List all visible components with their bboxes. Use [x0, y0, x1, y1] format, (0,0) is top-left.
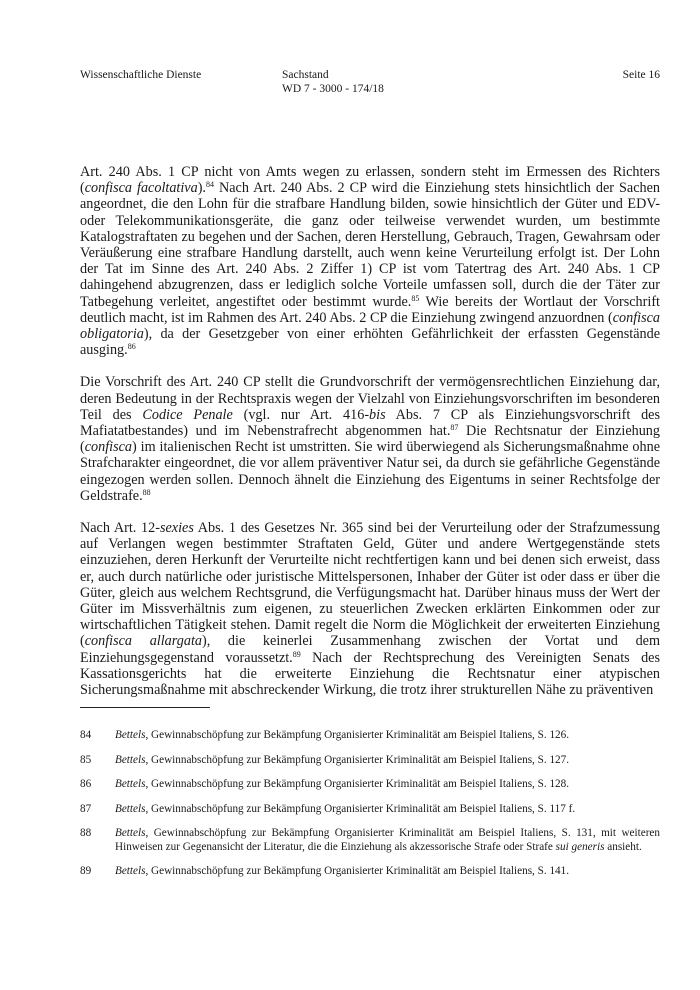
footnote-author: Bettels	[115, 778, 146, 790]
footnote-separator	[80, 707, 210, 708]
footnote-number: 89	[80, 865, 92, 877]
footnote-text	[115, 803, 660, 817]
footnote-ref[interactable]: 89	[292, 649, 301, 659]
footnote-ref[interactable]: 84	[205, 180, 214, 190]
italic-term: confisca	[84, 439, 133, 456]
footnote-author: Bettels	[115, 865, 146, 877]
text-run: Nach der Rechtsprechung des Vereinigten Senats des Kassationsgerichts hat die erweiterte Einziehung die Rechtsnatur einer atypischen Sicherungsmaßnahme mit abschreckender Wirkung, die trotz ihrer strukturellen Nähe zu präventiven	[80, 649, 660, 699]
footnote-author: Bettels	[115, 802, 146, 815]
footnote-text	[115, 754, 660, 768]
italic-term: confisca allargata	[84, 633, 202, 650]
text-run: Die Rechtsnatur der Einziehung (	[80, 423, 660, 456]
text-run: (vgl. nur Art. 416-	[232, 406, 370, 423]
main-body	[80, 164, 660, 714]
footnote-author: Bettels	[115, 827, 146, 839]
header-page-number: Seite 16	[622, 69, 660, 81]
footnotes	[80, 729, 660, 890]
footnote-ref[interactable]: 88	[142, 487, 151, 497]
footnote-89	[80, 865, 660, 879]
paragraph-3	[80, 520, 660, 698]
footnote-84	[80, 729, 660, 743]
header-institution: Wissenschaftliche Dienste	[80, 69, 202, 81]
header-document-number: WD 7 - 3000 - 174/18	[282, 83, 384, 95]
footnote-number: 86	[80, 778, 92, 790]
footnote-text	[115, 865, 660, 879]
text-run: ).	[197, 180, 206, 197]
footnote-86	[80, 778, 660, 792]
footnote-number: 88	[80, 827, 92, 839]
footnote-citation: , Gewinnabschöpfung zur Bekämpfung Organisierter Kriminalität am Beispiel Italiens, S. 127.	[145, 753, 570, 766]
text-run: Die Vorschrift des Art. 240 CP stellt die Grundvorschrift der vermögensrechtlichen Einziehung dar, deren Bedeutung in der Rechtspraxis wegen der Vielzahl von Einziehungsvorschriften im besonderen Teil des	[80, 374, 660, 423]
paragraph-2	[80, 374, 660, 504]
italic-term: Codice Penale	[142, 406, 233, 423]
footnote-citation: , Gewinnabschöpfung zur Bekämpfung Organisierter Kriminalität am Beispiel Italiens, S. 126.	[145, 729, 570, 741]
footnote-author: Bettels	[115, 729, 146, 741]
italic-term: confisca facoltativa	[84, 180, 198, 197]
footnote-text	[115, 729, 660, 743]
paragraph-1	[80, 164, 660, 358]
footnote-ref[interactable]: 87	[450, 423, 459, 433]
text-run: ) im italienischen Recht ist umstritten. Sie wird überwiegend als Sicherungsmaßnahme ohne Strafcharakter eingeordnet, die vor allem präventiver Natur sei, da durch sie gefährliche Gegenstände eingezogen werden sollen. Dennoch ähnelt die Einziehung des Eigentums in seiner Rechtsfolge der Geldstrafe.	[80, 439, 660, 504]
footnote-85	[80, 754, 660, 768]
italic-term: bis	[369, 406, 386, 423]
footnote-number: 85	[80, 753, 92, 766]
text-run: Wie bereits der Wortlaut der Vorschrift deutlich macht, ist im Rahmen des Art. 240 Abs. 2 CP die Einziehung zwingend anzuordnen (	[80, 293, 660, 326]
footnote-text	[115, 827, 660, 854]
footnote-number: 84	[80, 729, 92, 741]
footnote-number: 87	[80, 802, 92, 815]
text-run: Abs. 7 CP als Einziehungsvorschrift des Mafiatatbestandes) und im Nebenstrafrecht abgenommen hat.	[80, 406, 660, 440]
footnote-88	[80, 827, 660, 854]
text-run: Nach Art. 12-	[80, 520, 160, 537]
text-run: ), da der Gesetzgeber von einer erhöhten Gefährlichkeit der erfassten Gegenstände ausging.	[80, 326, 660, 359]
text-run: Art. 240 Abs. 1 CP nicht von Amts wegen zu erlassen, sondern steht im Ermessen des Richters (	[80, 164, 660, 197]
footnote-italic-term: sui generis	[555, 840, 605, 853]
footnote-citation: , Gewinnabschöpfung zur Bekämpfung Organisierter Kriminalität am Beispiel Italiens, S. 141.	[145, 865, 570, 877]
footnote-ref[interactable]: 85	[411, 293, 420, 303]
footnote-citation: , Gewinnabschöpfung zur Bekämpfung Organisierter Kriminalität am Beispiel Italiens, S. 131, mit weiteren Hinweisen zur Gegenansicht der Literatur, die die Einziehung als akzessorische Strafe oder Strafe	[115, 827, 660, 853]
text-run: Nach Art. 240 Abs. 2 CP wird die Einziehung stets hinsichtlich der Sachen angeordnet, die den Lohn für die strafbare Handlung bilden, sowie hinsichtlich der Güter und EDV- oder Telekommunikationsgeräte, die ganz oder teilweise verwendet wurden, um bestimmte Katalogstraftaten zu begehen und der Sachen, deren Herstellung, Gebrauch, Tragen, Gewahrsam oder Veräußerung eine strafbare Handlung darstellt, auch wenn keine Verurteilung erfolgt ist. Der Lohn der Tat im Sinne des Art. 240 Abs. 2 Ziffer 1) CP ist vom Tatertrag des Art. 240 Abs. 1 CP dahingehend abzugrenzen, dass er lediglich solche Vorteile umfassen soll, durch die der Täter zur Tatbegehung verleitet, angestiftet oder bestimmt wurde.	[80, 180, 660, 310]
italic-term: confisca obligatoria	[80, 309, 660, 343]
footnote-text	[115, 778, 660, 792]
footnote-citation: , Gewinnabschöpfung zur Bekämpfung Organisierter Kriminalität am Beispiel Italiens, S. 117 f.	[145, 802, 576, 815]
text-run: ), die keinerlei Zusammenhang zwischen der Vortat und dem Einziehungsgegenstand voraussetzt.	[80, 633, 660, 666]
header-document-info	[282, 68, 384, 96]
footnote-87	[80, 803, 660, 817]
footnote-ref[interactable]: 86	[127, 342, 136, 352]
text-run: Abs. 1 des Gesetzes Nr. 365 sind bei der Verurteilung oder der Strafzumessung auf Verlangen wegen bestimmter Straftaten Geld, Güter und andere Wertgegenstände stets einzuziehen, deren Herkunft der Verurteilte nicht rechtfertigen kann und bei denen sich erweist, dass er, auch durch natürliche oder juristische Mittelspersonen, Inhaber der Güter ist oder dass er über die Güter, gleich aus welchem Rechtsgrund, die Verfügungsmacht hat. Darüber hinaus muss der Wert der Güter im Missverhältnis zum eigenen, zu steuerlichen Zwecken erklärten Einkommen oder zur wirtschaftlichen Tätigkeit stehen. Damit regelt die Norm die Möglichkeit der erweiterten Einziehung (	[80, 520, 660, 650]
footnote-author: Bettels	[115, 753, 146, 766]
footnote-citation: , Gewinnabschöpfung zur Bekämpfung Organisierter Kriminalität am Beispiel Italiens, S. 128.	[145, 778, 570, 790]
footnote-citation-tail: ansieht.	[604, 840, 642, 853]
italic-term: sexies	[159, 520, 194, 537]
header-document-type: Sachstand	[282, 69, 329, 81]
